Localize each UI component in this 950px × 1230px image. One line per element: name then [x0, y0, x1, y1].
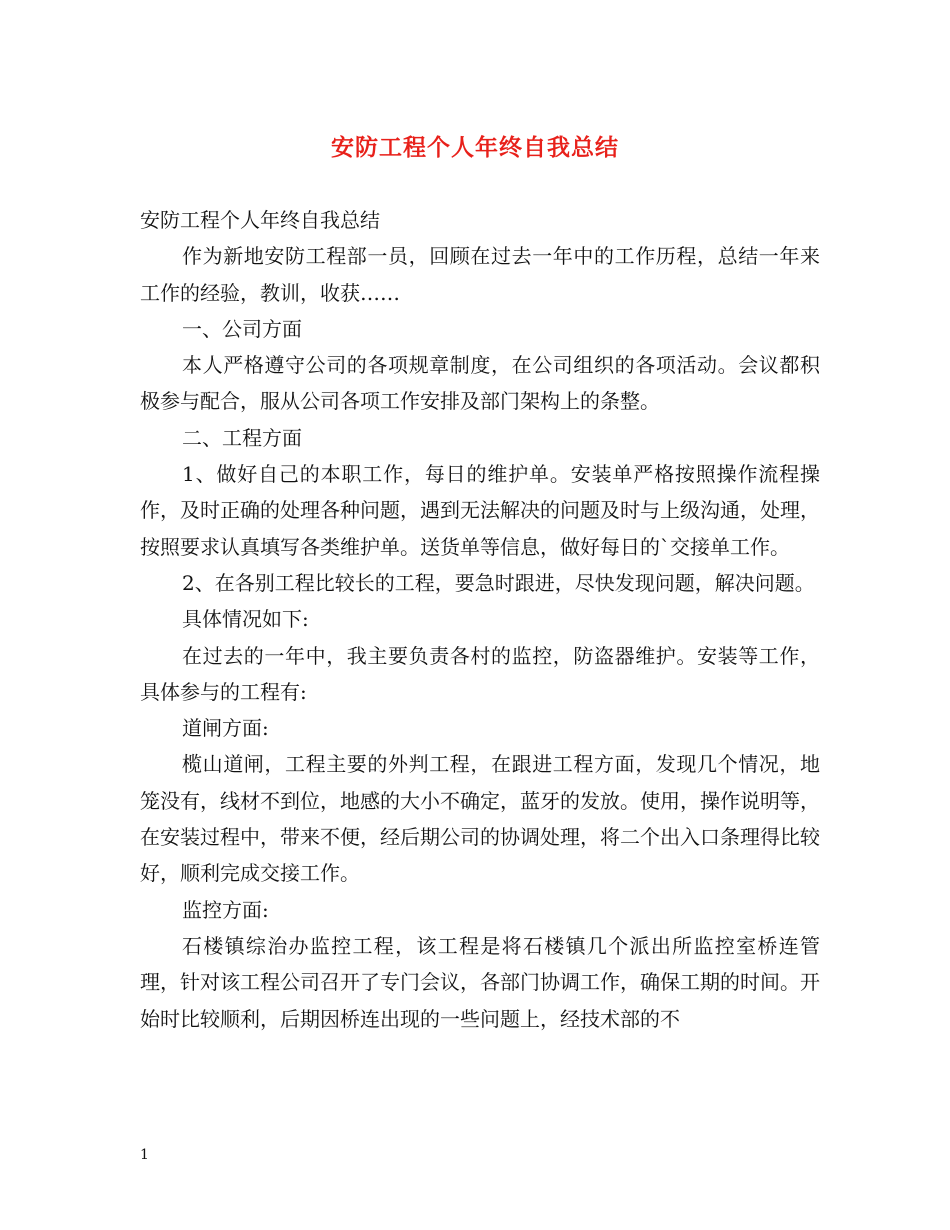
paragraph: 安防工程个人年终自我总结: [140, 208, 380, 232]
paragraph: 榄山道闸，工程主要的外判工程，在跟进工程方面，发现几个情况，地笼没有，线材不到位，地感的大小不确定，蓝牙的发放。使用，操作说明等，在安装过程中，带来不便，经后期公司的协调处理，将二个出入口条理得比较好，顺利完成交接工作。: [140, 752, 820, 886]
page-number: 1: [140, 1147, 149, 1163]
document-title: 安防工程个人年终自我总结: [331, 134, 619, 161]
paragraph: 具体情况如下:: [182, 607, 309, 632]
paragraph: 2、在各别工程比较长的工程，要急时跟进，尽快发现问题，解决问题。: [182, 570, 815, 595]
paragraph: 在过去的一年中，我主要负责各村的监控，防盗器维护。安装等工作，具体参与的工程有:: [140, 643, 820, 704]
paragraph: 作为新地安防工程部一员，回顾在过去一年中的工作历程，总结一年来工作的经验，教训，收获……: [140, 244, 820, 305]
paragraph: 石楼镇综治办监控工程，该工程是将石楼镇几个派出所监控室桥连管理，针对该工程公司召开了专门会议，各部门协调工作，确保工期的时间。开始时比较顺利，后期因桥连出现的一些问题上，经技术部的不: [140, 933, 820, 1031]
subsection-heading: 道闸方面:: [182, 716, 269, 741]
section-heading: 一、公司方面: [182, 316, 302, 341]
subsection-heading: 监控方面:: [182, 897, 269, 922]
section-heading: 二、工程方面: [182, 425, 302, 450]
document-body: [140, 202, 820, 1037]
paragraph: 本人严格遵守公司的各项规章制度，在公司组织的各项活动。会议都积极参与配合，服从公司各项工作安排及部门架构上的条整。: [140, 353, 820, 414]
paragraph: 1、做好自己的本职工作，每日的维护单。安装单严格按照操作流程操作，及时正确的处理各种问题，遇到无法解决的问题及时与上级沟通，处理，按照要求认真填写各类维护单。送货单等信息，做好每日的`交接单工作。: [140, 462, 820, 559]
